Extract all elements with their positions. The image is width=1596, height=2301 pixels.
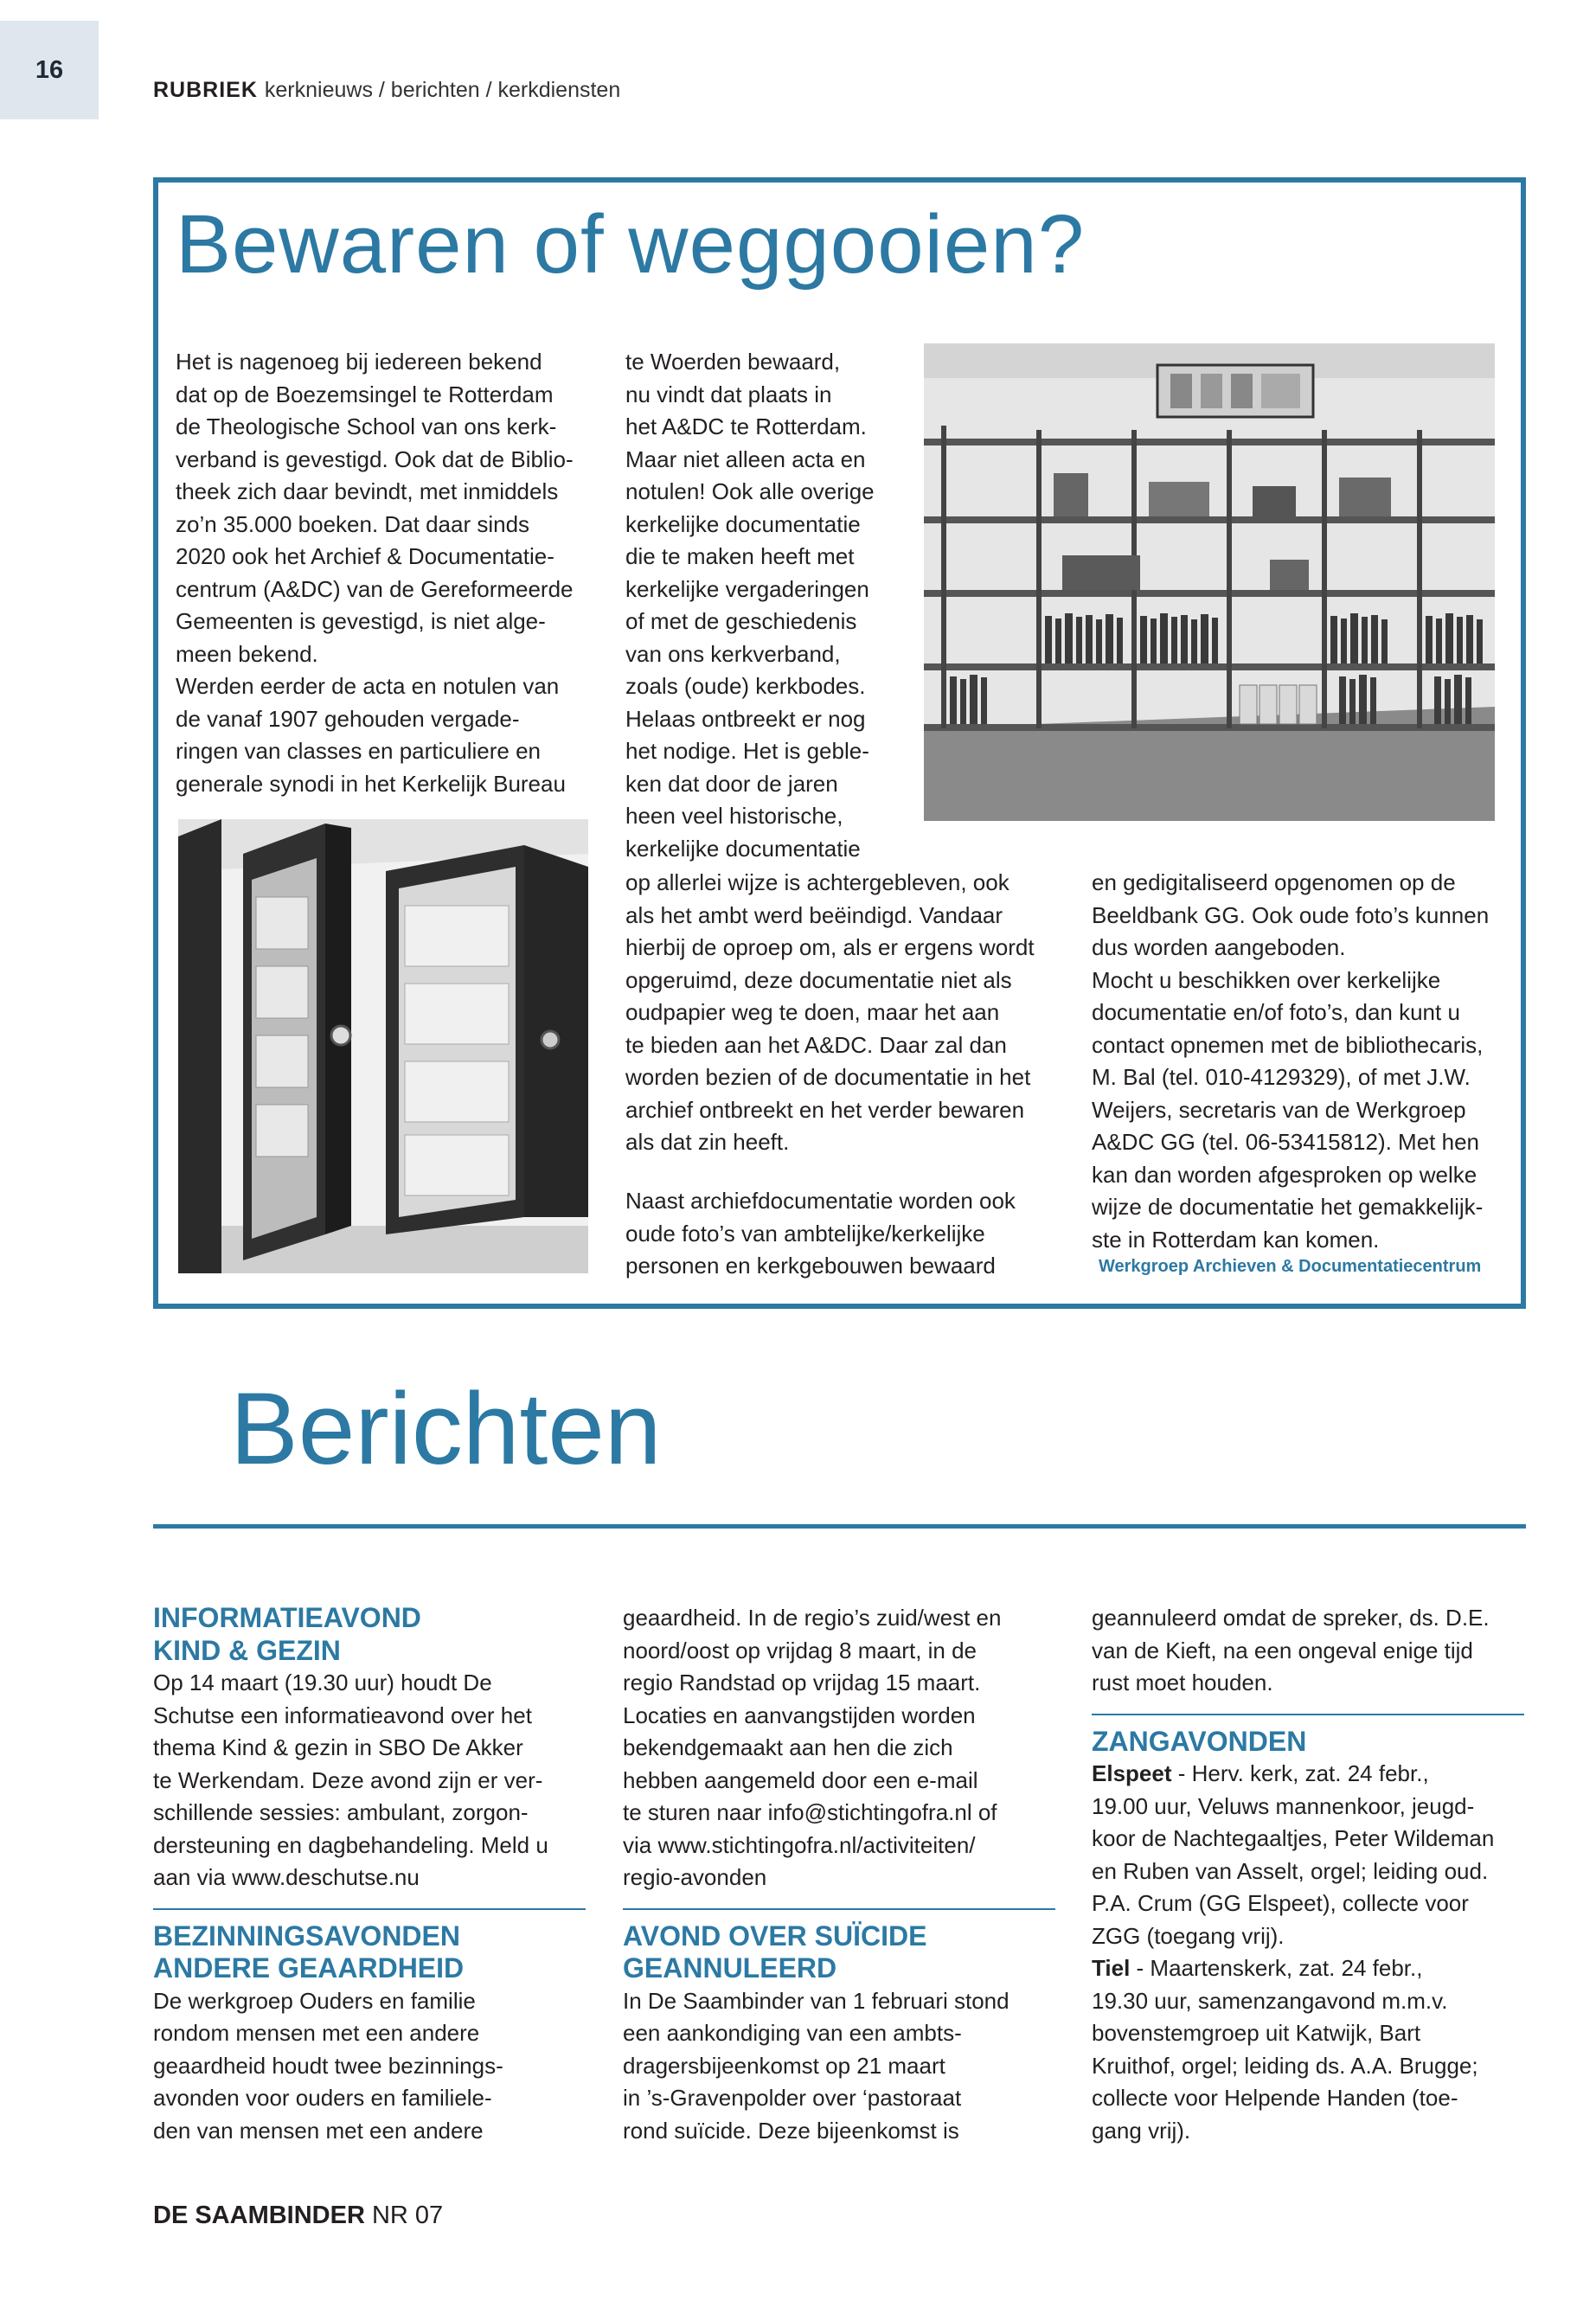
- text-line: rondom mensen met een andere: [153, 2020, 480, 2046]
- news-column-3: [1092, 1602, 1524, 2147]
- text-line: meen bekend.: [176, 640, 318, 667]
- text-line: In De Saambinder van 1 februari stond: [623, 1987, 1010, 2014]
- text-line: Naast archiefdocumentatie worden ook: [625, 1188, 1016, 1214]
- text-line: oudpapier weg te doen, maar het aan: [625, 999, 1000, 1025]
- text-line: archief ontbreekt en het verder bewaren: [625, 1096, 1025, 1123]
- text-line: te sturen naar info@stichtingofra.nl of: [623, 1799, 997, 1825]
- text-line: generale synodi in het Kerkelijk Bureau: [176, 770, 566, 797]
- text-line: Op 14 maart (19.30 uur) houdt De: [153, 1670, 492, 1695]
- text-line: ste in Rotterdam kan komen.: [1092, 1226, 1380, 1253]
- text-line: kerkelijke documentatie: [625, 510, 861, 537]
- news-column-1: [153, 1602, 586, 2147]
- text-line: koor de Nachtegaaltjes, Peter Wildeman: [1092, 1825, 1495, 1851]
- text-line: rust moet houden.: [1092, 1670, 1273, 1695]
- page-number: 16: [0, 21, 99, 119]
- running-header: [153, 78, 620, 103]
- text-line: regio-avonden: [623, 1864, 767, 1890]
- news-heading-informatieavond: INFORMATIEAVOND KIND & GEZIN: [153, 1602, 421, 1666]
- section-title-berichten: Berichten: [230, 1372, 662, 1486]
- news-divider: [1092, 1714, 1524, 1715]
- text-line: schillende sessies: ambulant, zorgon-: [153, 1799, 529, 1825]
- text-line: gang vrij).: [1092, 2117, 1191, 2144]
- text-line: in ’s-Gravenpolder over ‘pastoraat: [623, 2085, 962, 2111]
- text-line: dragersbijeenkomst op 21 maart: [623, 2052, 945, 2079]
- text-line: kan dan worden afgesproken op welke: [1092, 1161, 1477, 1188]
- concert-elspeet-details: [1092, 1791, 1524, 1953]
- article-signature: Werkgroep Archieven & Documentatiecentrum: [1099, 1257, 1482, 1276]
- text-line: van ons kerkverband,: [625, 640, 841, 667]
- article-title: Bewaren of weggooien?: [176, 198, 1086, 291]
- text-line: kerkelijke vergaderingen: [625, 575, 869, 602]
- text-line: notulen! Ook alle overige: [625, 478, 875, 504]
- text-line: de Theologische School van ons kerk-: [176, 413, 557, 439]
- text-line: centrum (A&DC) van de Gereformeerde: [176, 575, 574, 602]
- text-line: A&DC GG (tel. 06-53415812). Met hen: [1092, 1129, 1480, 1155]
- section-divider: [153, 1524, 1526, 1529]
- text-line: rond suïcide. Deze bijeenkomst is: [623, 2117, 959, 2144]
- text-line: dat op de Boezemsingel te Rotterdam: [176, 381, 554, 407]
- text-line: die te maken heeft met: [625, 543, 855, 569]
- text-line: ken dat door de jaren: [625, 770, 838, 797]
- news-text-informatieavond: [153, 1667, 586, 1894]
- text-line: Locaties en aanvangstijden worden: [623, 1702, 976, 1728]
- text-line: hierbij de oproep om, als er ergens wordt: [625, 934, 1035, 960]
- text-line: Mocht u beschikken over kerkelijke: [1092, 966, 1441, 993]
- news-divider: [153, 1908, 586, 1910]
- text-line: kerkelijke documentatie: [625, 835, 861, 862]
- news-divider: [623, 1908, 1055, 1910]
- publication-name: DE SAAMBINDER: [153, 2202, 365, 2229]
- text-line: de vanaf 1907 gehouden vergade-: [176, 705, 520, 732]
- text-line: wijze de documentatie het gemakkelijk-: [1092, 1194, 1484, 1220]
- text-line: als dat zin heeft.: [625, 1129, 790, 1155]
- text-line: Helaas ontbreekt er nog: [625, 705, 866, 732]
- text-line: of met de geschiedenis: [625, 608, 857, 634]
- article-column-3: [1092, 867, 1507, 1256]
- text-line: zo’n 35.000 boeken. Dat daar sinds: [176, 510, 530, 537]
- section-label: RUBRIEK: [153, 78, 258, 102]
- text-line: dus worden aangeboden.: [1092, 934, 1346, 960]
- text-line: als het ambt werd beëindigd. Vandaar: [625, 901, 1003, 928]
- article-column-2-top: [625, 346, 920, 865]
- library-shelves-photo: [924, 343, 1495, 821]
- article-column-2-middle: [625, 867, 1058, 1159]
- text-line: op allerlei wijze is achtergebleven, ook: [625, 869, 1010, 895]
- text-line: te bieden aan het A&DC. Daar zal dan: [625, 1031, 1007, 1058]
- text-line: collecte voor Helpende Handen (toe-: [1092, 2085, 1458, 2111]
- text-line: Schutse een informatieavond over het: [153, 1702, 532, 1728]
- text-line: hebben aangemeld door een e-mail: [623, 1766, 978, 1793]
- text-line: het nodige. Het is geble-: [625, 738, 869, 764]
- section-path: kerknieuws / berichten / kerkdiensten: [264, 78, 621, 102]
- text-line: Beeldbank GG. Ook oude foto’s kunnen: [1092, 901, 1490, 928]
- text-line: Het is nagenoeg bij iedereen bekend: [176, 349, 542, 375]
- text-line: heen veel historische,: [625, 803, 843, 829]
- news-text-bezinningsavonden: [153, 1985, 586, 2148]
- text-line: 19.00 uur, Veluws mannenkoor, jeugd-: [1092, 1792, 1475, 1819]
- concert-tiel: Tiel - Maartenskerk, zat. 24 febr.,: [1092, 1955, 1423, 1981]
- text-line: aan via www.deschutse.nu: [153, 1864, 420, 1890]
- mobile-archive-photo: [178, 819, 588, 1273]
- text-line: geaardheid houdt twee bezinnings-: [153, 2052, 503, 2079]
- text-line: geannuleerd omdat de spreker, ds. D.E.: [1092, 1605, 1490, 1631]
- text-line: theek zich daar bevindt, met inmiddels: [176, 478, 559, 504]
- text-line: ringen van classes en particuliere en: [176, 738, 542, 764]
- text-line: P.A. Crum (GG Elspeet), collecte voor: [1092, 1890, 1469, 1916]
- text-line: te Woerden bewaard,: [625, 349, 841, 375]
- text-line: ZGG (toegang vrij).: [1092, 1922, 1285, 1949]
- text-line: den van mensen met een andere: [153, 2117, 484, 2144]
- text-line: bekendgemaakt aan hen die zich: [623, 1734, 953, 1760]
- text-line: M. Bal (tel. 010-4129329), of met J.W.: [1092, 1064, 1471, 1090]
- text-line: Kruithof, orgel; leiding ds. A.A. Brugge;: [1092, 2052, 1478, 2079]
- text-line: regio Randstad op vrijdag 15 maart.: [623, 1670, 981, 1695]
- text-line: te Werkendam. Deze avond zijn er ver-: [153, 1766, 543, 1793]
- text-line: verband is gevestigd. Ook dat de Biblio-: [176, 445, 574, 472]
- text-line: oude foto’s van ambtelijke/kerkelijke: [625, 1220, 985, 1247]
- news-heading-zangavonden: ZANGAVONDEN: [1092, 1725, 1307, 1757]
- text-line: van de Kieft, na een ongeval enige tijd: [1092, 1637, 1473, 1663]
- text-line: en Ruben van Asselt, orgel; leiding oud.: [1092, 1857, 1489, 1884]
- text-line: noord/oost op vrijdag 8 maart, in de: [623, 1637, 977, 1663]
- footer: [153, 2202, 443, 2230]
- text-line: het A&DC te Rotterdam.: [625, 413, 867, 439]
- text-line: een aankondiging van een ambts-: [623, 2020, 962, 2046]
- text-line: Werden eerder de acta en notulen van: [176, 673, 560, 699]
- text-line: 19.30 uur, samenzangavond m.m.v.: [1092, 1987, 1448, 2014]
- text-line: avonden voor ouders en familiele-: [153, 2085, 492, 2111]
- text-line: Weijers, secretaris van de Werkgroep: [1092, 1096, 1466, 1123]
- article-column-1: [176, 346, 586, 800]
- text-line: opgeruimd, deze documentatie niet als: [625, 966, 1012, 993]
- news-heading-suicide: AVOND OVER SUÏCIDE GEANNULEERD: [623, 1920, 927, 1984]
- text-line: documentatie en/of foto’s, dan kunt u: [1092, 999, 1460, 1025]
- text-line: en gedigitaliseerd opgenomen op de: [1092, 869, 1456, 895]
- text-line: Gemeenten is gevestigd, is niet alge-: [176, 608, 546, 634]
- news-text-suicide-cont: [1092, 1602, 1524, 1700]
- concert-elspeet: Elspeet - Herv. kerk, zat. 24 febr.,: [1092, 1760, 1429, 1786]
- news-text-suicide: [623, 1985, 1055, 2148]
- concert-tiel-details: [1092, 1985, 1524, 2148]
- text-line: personen en kerkgebouwen bewaard: [625, 1253, 996, 1279]
- text-line: bovenstemgroep uit Katwijk, Bart: [1092, 2020, 1421, 2046]
- text-line: geaardheid. In de regio’s zuid/west en: [623, 1605, 1002, 1631]
- text-line: nu vindt dat plaats in: [625, 381, 832, 407]
- text-line: via www.stichtingofra.nl/activiteiten/: [623, 1831, 976, 1858]
- text-line: thema Kind & gezin in SBO De Akker: [153, 1734, 523, 1760]
- text-line: De werkgroep Ouders en familie: [153, 1987, 476, 2014]
- news-column-2: [623, 1602, 1055, 2147]
- text-line: 2020 ook het Archief & Documentatie-: [176, 543, 554, 569]
- text-line: Maar niet alleen acta en: [625, 445, 866, 472]
- text-line: dersteuning en dagbehandeling. Meld u: [153, 1831, 548, 1858]
- text-line: worden bezien of de documentatie in het: [625, 1064, 1031, 1090]
- text-line: contact opnemen met de bibliothecaris,: [1092, 1031, 1484, 1058]
- text-line: zoals (oude) kerkbodes.: [625, 673, 866, 699]
- issue-number: NR 07: [371, 2202, 444, 2229]
- news-text-geaardheid-cont: [623, 1602, 1055, 1894]
- article-column-2-bottom: [625, 1185, 1058, 1283]
- news-heading-bezinningsavonden: BEZINNINGSAVONDEN ANDERE GEAARDHEID: [153, 1920, 465, 1984]
